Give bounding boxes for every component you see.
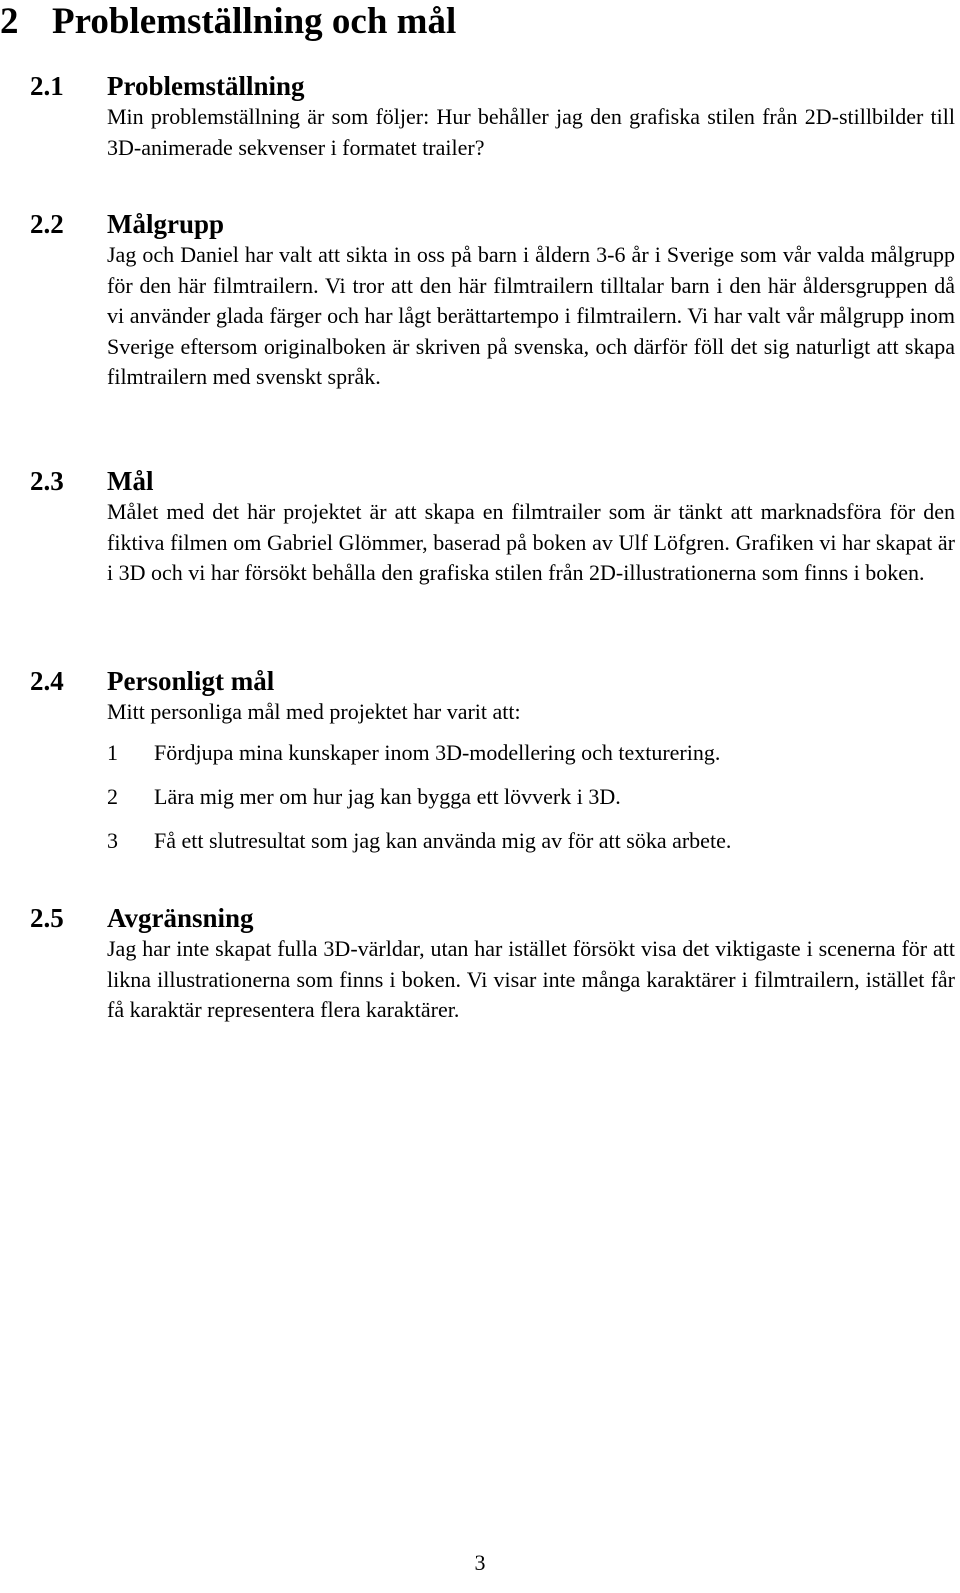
page-number: 3 <box>474 1550 486 1575</box>
section-heading <box>30 665 955 697</box>
section-body: Jag och Daniel har valt att sikta in oss på barn i åldern 3-6 år i Sverige som vår valda målgrupp för den här filmtrailern. Vi tror att den här filmtrailern tilltalar barn i den här åldersgruppen då vi använder glada färger och har lågt berättartempo i filmtrailern. Vi har valt vår målgrupp inom Sverige eftersom originalboken är skriven på svenska, och därför föll det sig naturligt att skapa filmtrailern med svenskt språk. <box>107 242 955 389</box>
section-body: Min problemställning är som följer: Hur behåller jag den grafiska stilen från 2D-stillbilder till 3D-animerade sekvenser i formatet trailer? <box>107 104 955 160</box>
section-body: Jag har inte skapat fulla 3D-världar, utan har istället försökt visa det viktigaste i scenerna för att likna illustrationerna som finns i boken. Vi visar inte många karaktärer i filmtrailern, istället får få karaktär representera flera karaktärer. <box>107 936 955 1022</box>
section-number: 2.2 <box>30 209 64 239</box>
section-body: Mitt personliga mål med projektet har varit att: <box>107 699 521 724</box>
list-item <box>107 782 955 812</box>
section-title: Målgrupp <box>107 209 225 239</box>
section-heading <box>30 465 955 497</box>
section-heading <box>30 208 955 240</box>
section-number: 2.1 <box>30 71 64 101</box>
section-number: 2.3 <box>30 466 64 496</box>
section-number: 2.4 <box>30 666 64 696</box>
section-personligt-mal <box>30 665 955 870</box>
section-mal <box>30 465 955 589</box>
goal-list <box>107 738 955 856</box>
section-heading <box>30 902 955 934</box>
list-item-text: Lära mig mer om hur jag kan bygga ett lövverk i 3D. <box>154 783 621 809</box>
chapter-number: 2 <box>0 1 19 42</box>
section-body: Målet med det här projektet är att skapa en filmtrailer som är tänkt att marknadsföra för den fiktiva filmen om Gabriel Glömmer, baserad på boken av Ulf Löfgren. Grafiken vi har skapat är i 3D och vi har försökt behålla den grafiska stilen från 2D-illustrationerna som finns i boken. <box>107 499 955 585</box>
section-number: 2.5 <box>30 903 64 933</box>
chapter-heading <box>0 0 456 44</box>
section-problemstallning <box>30 70 955 163</box>
section-title: Problemställning <box>107 71 305 101</box>
list-item <box>107 826 955 856</box>
section-title: Avgränsning <box>107 903 254 933</box>
section-title: Personligt mål <box>107 666 275 696</box>
list-item-text: Få ett slutresultat som jag kan använda mig av för att söka arbete. <box>154 827 732 853</box>
list-item <box>107 738 955 768</box>
section-title: Mål <box>107 466 154 496</box>
section-avgransning <box>30 902 955 1026</box>
list-item-text: Fördjupa mina kunskaper inom 3D-modellering och texturering. <box>154 739 721 765</box>
list-item-index: 1 <box>107 739 118 765</box>
section-heading <box>30 70 955 102</box>
chapter-title: Problemställning och mål <box>52 1 457 42</box>
list-item-index: 2 <box>107 783 118 809</box>
section-malgrupp <box>30 208 955 393</box>
list-item-index: 3 <box>107 827 118 853</box>
